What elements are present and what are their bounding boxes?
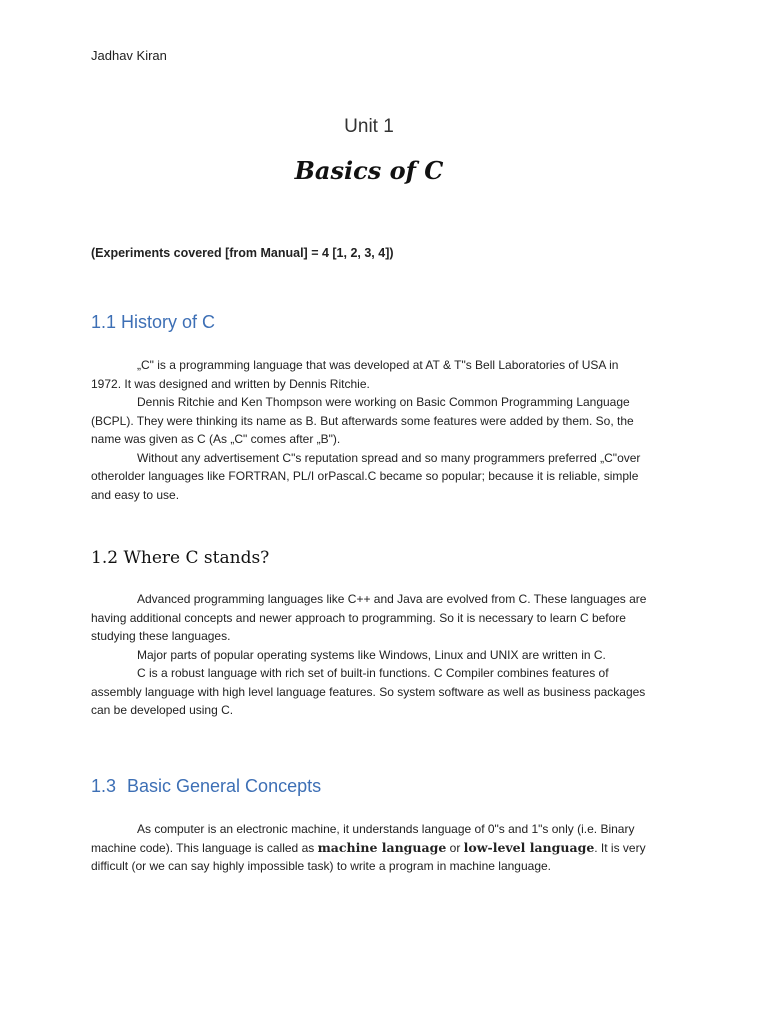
term-machine-language: machine language bbox=[317, 839, 447, 855]
section-heading-where-c-stands: 1.2 Where C stands? bbox=[91, 548, 270, 568]
term-low-level-language: low-level language bbox=[463, 839, 595, 855]
author-header: Jadhav Kiran bbox=[91, 48, 167, 63]
section-number: 1.3 bbox=[91, 776, 117, 796]
paragraph: Dennis Ritchie and Ken Thompson were working on Basic Common Programming Language (BCPL). They were thinking its name as B. But afterwards some features were added by them. So, the name was given as C (As „C" comes after „B"). bbox=[91, 395, 634, 446]
section-heading-history: 1.1 History of C bbox=[91, 312, 216, 332]
section-concepts-body bbox=[91, 820, 651, 876]
text-run: As computer is an electronic machine, it understands language of 0"s and 1"s only (i.e. Binary machine code). This language is called as bbox=[91, 822, 635, 855]
text-run: . It is very difficult (or we can say highly impossible task) to write a program in machine language. bbox=[91, 840, 646, 873]
experiments-note: (Experiments covered [from Manual] = 4 [1, 2, 3, 4]) bbox=[91, 246, 394, 260]
page-title: Basics of C bbox=[294, 156, 444, 185]
paragraph: Advanced programming languages like C++ and Java are evolved from C. These languages are having additional concepts and newer approach to programming. So it is necessary to learn C before studying these languages. bbox=[91, 592, 647, 643]
section-title: Basic General Concepts bbox=[127, 776, 322, 796]
section-where-body bbox=[91, 590, 651, 720]
section-history-body bbox=[91, 356, 651, 504]
text-run: or bbox=[446, 840, 464, 855]
section-heading-basic-concepts bbox=[91, 776, 321, 797]
unit-label: Unit 1 bbox=[344, 116, 394, 137]
paragraph: C is a robust language with rich set of built-in functions. C Compiler combines features of assembly language with high level language features. So system software as well as business packages can be developed using C. bbox=[91, 666, 646, 717]
paragraph bbox=[91, 820, 651, 876]
paragraph: Major parts of popular operating systems like Windows, Linux and UNIX are written in C. bbox=[137, 647, 606, 662]
paragraph: „C" is a programming language that was developed at AT & T"s Bell Laboratories of USA in 1972. It was designed and written by Dennis Ritchie. bbox=[91, 358, 619, 391]
paragraph: Without any advertisement C"s reputation spread and so many programmers preferred „C"over otherolder languages like FORTRAN, PL/I orPascal.C became so popular; because it is reliable, simple and easy to use. bbox=[91, 450, 641, 502]
